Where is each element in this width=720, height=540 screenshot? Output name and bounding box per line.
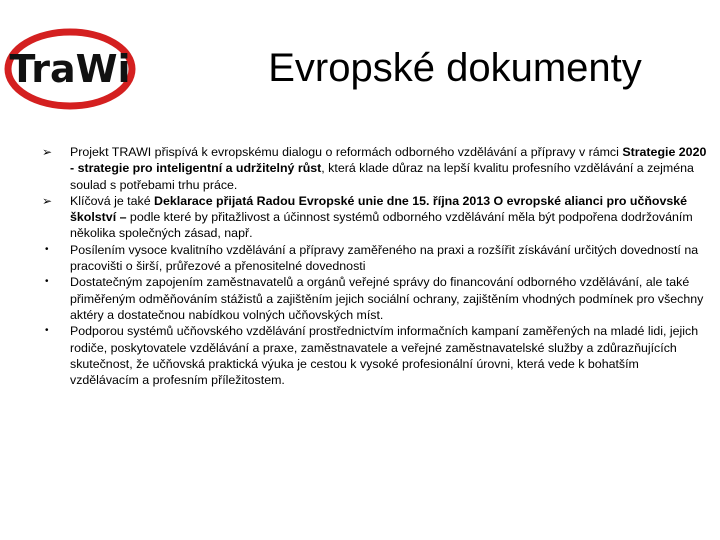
bullet-text xyxy=(70,324,698,387)
bullet-item xyxy=(42,242,710,275)
arrow-bullet-icon: ➢ xyxy=(42,193,53,208)
bullet-dot-icon: • xyxy=(45,243,49,255)
bullet-text-part: Dostatečným zapojením zaměstnavatelů a orgánů veřejné správy do financování odborného vzdělávání, ale také přiměřeným odměňováním stážistů a zajištěním jejich sociální ochrany, zajištěním vhodných podmínek pro všechny aktéry a dostatečnou nabídkou volných učňovských míst. xyxy=(70,275,704,322)
bullet-text-part: Klíčová je také xyxy=(70,193,155,208)
trawi-logo xyxy=(4,28,136,110)
bullet-text-part: Projekt TRAWI přispívá k evropskému dialogu o reformách odborného vzdělávání a přípravy v rámci xyxy=(70,145,623,159)
bullet-dot-icon: • xyxy=(45,276,49,288)
bullet-text-part: Posílením vysoce kvalitního vzdělávání a přípravy zaměřeného na praxi a rozšířit získávání určitých dovedností na pracovišti o širší, průřezové a přenositelné dovednosti xyxy=(70,242,699,274)
bullet-text-part: podle které by přitažlivost a účinnost systémů odborného vzdělávání měla být podpořena dodržováním několika společných zásad, např. xyxy=(70,210,693,241)
bullet-item xyxy=(42,144,710,193)
bullet-text xyxy=(70,275,703,322)
bullet-text-bold: Strategie 2020 - strategie pro inteligentní a udržitelný růst xyxy=(70,145,707,176)
bullet-item xyxy=(42,193,710,242)
bullet-item xyxy=(42,274,710,323)
bullet-dot-icon: • xyxy=(45,325,49,337)
arrow-bullet-icon: ➢ xyxy=(42,145,53,159)
trawi-logo-graphic xyxy=(4,28,136,110)
bullet-text-part: , která klade důraz na lepší kvalitu profesního vzdělávání a zejména soulad s potřebami trhu práce. xyxy=(70,161,694,192)
bullet-text xyxy=(70,194,693,241)
bullet-text-part: Podporou systémů učňovského vzdělávání prostřednictvím informačních kampaní zaměřených na mladé lidi, jejich rodiče, poskytovatele vzdělávání a praxe, zaměstnavatele a veřejné zaměstnavatelské služby a zdůrazňujících skutečnost, že učňovská praktická výuka je cestou k vysoké profesionální úrovni, která vede k bohatším vzdělávacím a profesním příležitostem. xyxy=(70,324,699,388)
bullet-text xyxy=(70,145,706,192)
page-title: Evropské dokumenty xyxy=(268,46,642,90)
bullet-list xyxy=(42,144,710,388)
bullet-item xyxy=(42,323,710,388)
bullet-text xyxy=(70,243,698,273)
logo-text: TraWi xyxy=(9,47,131,91)
bullet-text-bold: Deklarace přijatá Radou Evropské unie dne 15. října 2013 O evropské alianci pro učňovské školství – xyxy=(70,193,688,225)
